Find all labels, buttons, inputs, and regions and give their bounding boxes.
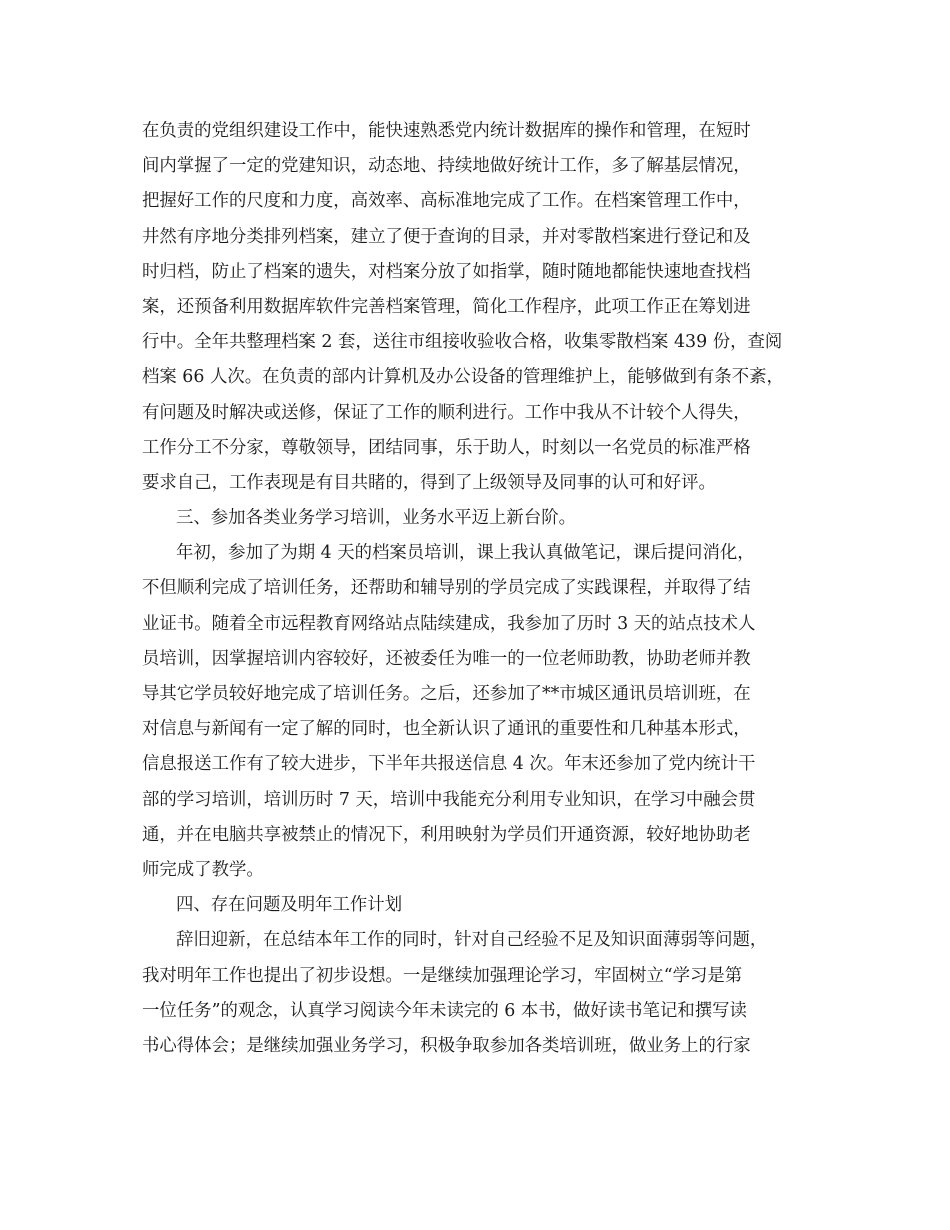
paragraph-first-line: 年初，参加了为期 4 天的档案员培训，课上我认真做笔记，课后提问消化， <box>176 543 755 564</box>
text-line: 员培训，因掌握培训内容较好，还被委任为唯一的一位老师助教，协助老师并教 <box>142 648 751 669</box>
text-line: 对信息与新闻有一定了解的同时，也全新认识了通讯的重要性和几种基本形式， <box>142 719 751 740</box>
text-line: 通，并在电脑共享被禁止的情况下，利用映射为学员们开通资源，较好地协助老 <box>142 824 751 845</box>
text-line: 井然有序地分类排列档案，建立了便于查询的目录，并对零散档案进行登记和及 <box>142 226 751 247</box>
text-line: 行中。全年共整理档案 2 套，送往市组接收验收合格，收集零散档案 439 份，查阅 <box>142 332 783 353</box>
text-line: 一位任务”的观念，认真学习阅读今年未读完的 6 本书，做好读书笔记和撰写读 <box>142 1000 747 1021</box>
text-line: 在负责的党组织建设工作中，能快速熟悉党内统计数据库的操作和管理，在短时 <box>142 121 751 141</box>
text-line: 部的学习培训，培训历时 7 天，培训中我能充分利用专业知识，在学习中融会贯 <box>142 789 756 810</box>
text-line: 档案 66 人次。在负责的部内计算机及办公设备的管理维护上，能够做到有条不紊， <box>142 367 784 388</box>
text-line: 间内掌握了一定的党建知识，动态地、持续地做好统计工作，多了解基层情况， <box>142 156 751 177</box>
text-line: 时归档，防止了档案的遗失，对档案分放了如指掌，随时随地都能快速地查找档 <box>142 261 751 282</box>
document-body <box>142 114 814 1064</box>
text-line: 不但顺利完成了培训任务，还帮助和辅导别的学员完成了实践课程，并取得了结 <box>142 578 751 599</box>
text-line: 业证书。随着全市远程教育网络站点陆续建成，我参加了历时 3 天的站点技术人 <box>142 613 756 634</box>
text-line: 书心得体会；是继续加强业务学习，积极争取参加各类培训班，做业务上的行家 <box>142 1035 751 1056</box>
text-line: 案，还预备利用数据库软件完善档案管理，简化工作程序，此项工作正在筹划进 <box>142 296 751 317</box>
text-line: 有问题及时解决或送修，保证了工作的顺利进行。工作中我从不计较个人得失， <box>142 402 751 423</box>
paragraph-first-line: 辞旧迎新，在总结本年工作的同时，针对自己经验不足及知识面薄弱等问题， <box>176 930 768 951</box>
paragraph-first-line: 四、存在问题及明年工作计划 <box>176 895 403 916</box>
text-line: 导其它学员较好地完成了培训任务。之后，还参加了**市城区通讯员培训班，在 <box>142 684 751 704</box>
paragraph-first-line: 三、参加各类业务学习培训，业务水平迈上新台阶。 <box>176 508 576 529</box>
text-line: 要求自己，工作表现是有目共睹的，得到了上级领导及同事的认可和好评。 <box>142 472 716 493</box>
text-line: 工作分工不分家，尊敬领导，团结同事，乐于助人，时刻以一名党员的标准严格 <box>142 437 751 458</box>
text-line: 我对明年工作也提出了初步设想。一是继续加强理论学习，牢固树立“学习是第 <box>142 965 743 986</box>
text-line: 师完成了教学。 <box>142 859 264 880</box>
text-line: 把握好工作的尺度和力度，高效率、高标准地完成了工作。在档案管理工作中， <box>142 191 751 212</box>
text-line: 信息报送工作有了较大进步，下半年共报送信息 4 次。年末还参加了党内统计干 <box>142 754 756 775</box>
